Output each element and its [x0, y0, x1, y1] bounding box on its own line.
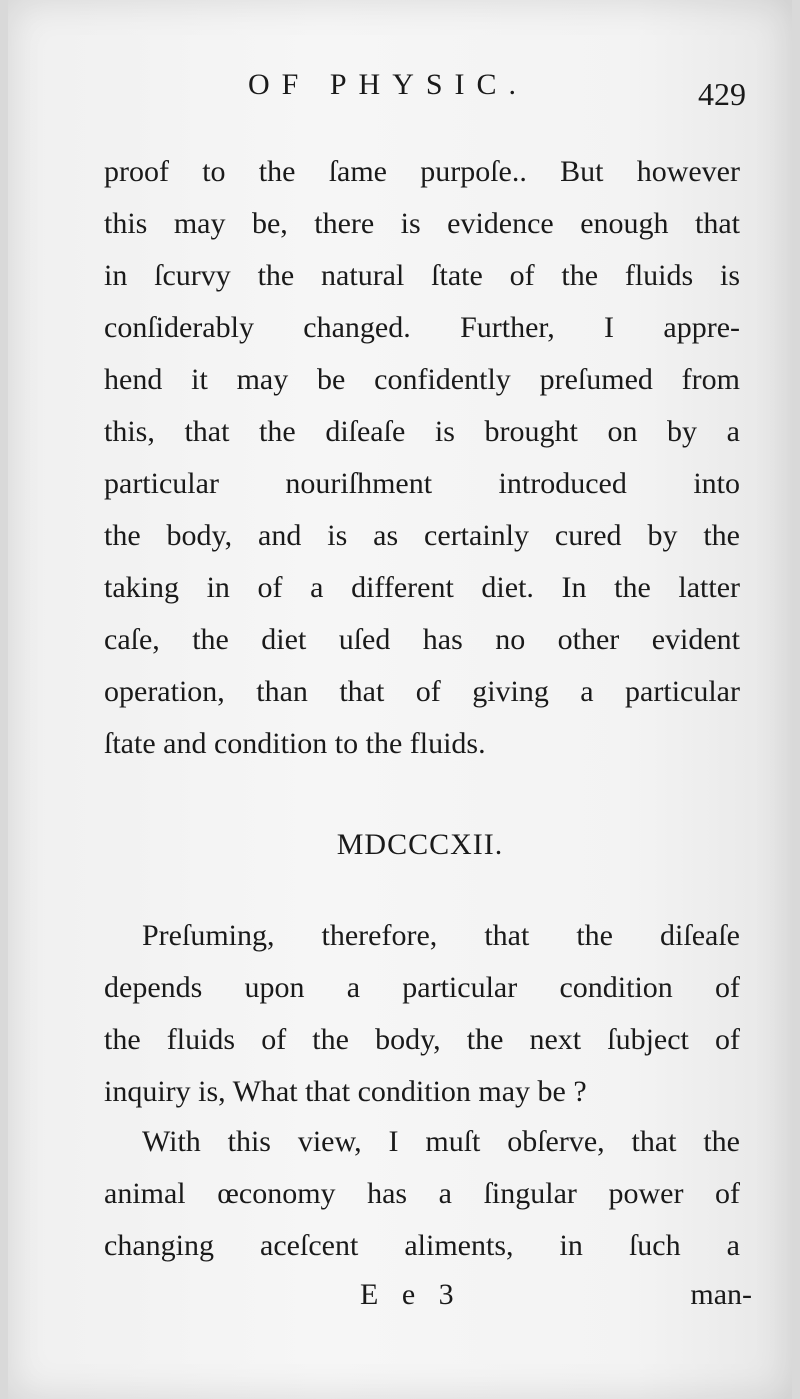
page-number: 429	[698, 76, 746, 112]
text-line: proof to the ſame purpoſe.. But however	[104, 155, 740, 188]
signature-mark: E e 3	[360, 1278, 462, 1311]
book-page	[8, 0, 792, 1399]
running-title: OF PHYSIC.	[248, 68, 529, 101]
text-line: caſe, the diet uſed has no other evident	[104, 623, 740, 656]
text-line: this may be, there is evidence enough that	[104, 207, 740, 240]
text-line: With this view, I muſt obſerve, that the	[142, 1125, 740, 1158]
section-heading: MDCCCXII.	[336, 828, 504, 861]
text-line: the body, and is as certainly cured by the	[104, 519, 740, 552]
paragraph-3	[104, 1116, 740, 1272]
text-line: inquiry is, What that condition may be ?	[104, 1075, 587, 1108]
text-line: hend it may be confidently preſumed from	[104, 363, 740, 396]
page-footer	[8, 1278, 792, 1322]
text-line: particular nouriſhment introduced into	[104, 467, 740, 500]
text-line: changing aceſcent aliments, in ſuch a	[104, 1229, 740, 1262]
text-line: animal œconomy has a ſingular power of	[104, 1177, 740, 1210]
paragraph-1	[104, 146, 740, 770]
text-line: operation, than that of giving a particular	[104, 675, 740, 708]
text-line: this, that the diſeaſe is brought on by a	[104, 415, 740, 448]
text-line: ſtate and condition to the fluids.	[104, 727, 486, 760]
text-line: taking in of a different diet. In the latter	[104, 571, 740, 604]
text-line: Preſuming, therefore, that the diſeaſe	[142, 919, 740, 952]
text-line: conſiderably changed. Further, I appre-	[104, 311, 740, 344]
paragraph-2	[104, 910, 740, 1118]
text-line: depends upon a particular condition of	[104, 971, 740, 1004]
catchword: man-	[690, 1278, 752, 1311]
text-line: the fluids of the body, the next ſubject of	[104, 1023, 740, 1056]
text-line: in ſcurvy the natural ſtate of the fluids is	[104, 259, 740, 292]
running-head	[8, 68, 792, 112]
